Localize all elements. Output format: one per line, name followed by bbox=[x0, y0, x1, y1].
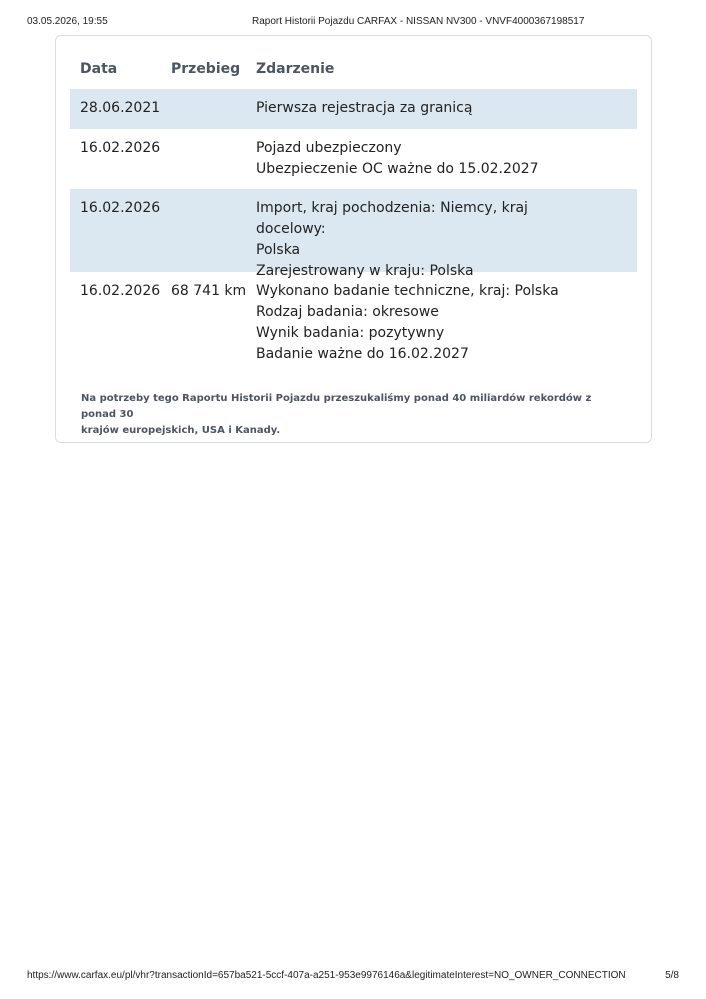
event-line: Pojazd ubezpieczony bbox=[256, 140, 402, 156]
event-line: Polska bbox=[256, 242, 301, 258]
row-date: 16.02.2026 bbox=[80, 200, 161, 216]
row-event bbox=[256, 281, 596, 365]
table-header bbox=[70, 36, 637, 90]
row-date: 28.06.2021 bbox=[80, 100, 161, 116]
event-line: Zarejestrowany w kraju: Polska bbox=[256, 263, 474, 279]
row-date: 16.02.2026 bbox=[80, 140, 161, 156]
page-number: 5/8 bbox=[665, 970, 679, 981]
print-header bbox=[27, 16, 679, 30]
column-header-mileage: Przebieg bbox=[171, 61, 241, 77]
event-line: Rodzaj badania: okresowe bbox=[256, 304, 439, 320]
footnote-line: Na potrzeby tego Raportu Historii Pojazdu przeszukaliśmy ponad 40 miliardów rekordów z ponad 30 bbox=[81, 393, 592, 420]
row-event bbox=[256, 98, 596, 119]
column-header-event: Zdarzenie bbox=[256, 61, 335, 77]
print-title: Raport Historii Pojazdu CARFAX - NISSAN NV300 - VNVF4000367198517 bbox=[252, 16, 585, 27]
footnote-line: krajów europejskich, USA i Kanady. bbox=[81, 425, 281, 436]
table-row bbox=[70, 189, 637, 279]
event-line: Badanie ważne do 16.02.2027 bbox=[256, 346, 469, 362]
table-row bbox=[70, 272, 637, 376]
table-row bbox=[70, 89, 637, 129]
event-line: Wynik badania: pozytywny bbox=[256, 325, 445, 341]
search-footnote bbox=[81, 391, 611, 439]
event-line: Pierwsza rejestracja za granicą bbox=[256, 100, 473, 116]
table-row bbox=[70, 129, 637, 189]
event-line: Import, kraj pochodzenia: Niemcy, kraj docelowy: bbox=[256, 200, 528, 237]
row-date: 16.02.2026 bbox=[80, 283, 161, 299]
print-datetime: 03.05.2026, 19:55 bbox=[27, 16, 108, 27]
row-mileage: 68 741 km bbox=[171, 283, 247, 299]
event-line: Wykonano badanie techniczne, kraj: Polska bbox=[256, 283, 559, 299]
column-header-date: Data bbox=[80, 61, 118, 77]
row-event bbox=[256, 198, 596, 282]
print-url: https://www.carfax.eu/pl/vhr?transactionId=657ba521-5ccf-407a-a251-953e9976146a&legitimateInterest=NO_OWNER_CONNECTION bbox=[27, 970, 626, 981]
event-line: Ubezpieczenie OC ważne do 15.02.2027 bbox=[256, 161, 539, 177]
print-footer bbox=[27, 970, 679, 984]
history-card bbox=[55, 35, 652, 443]
row-event bbox=[256, 138, 596, 180]
